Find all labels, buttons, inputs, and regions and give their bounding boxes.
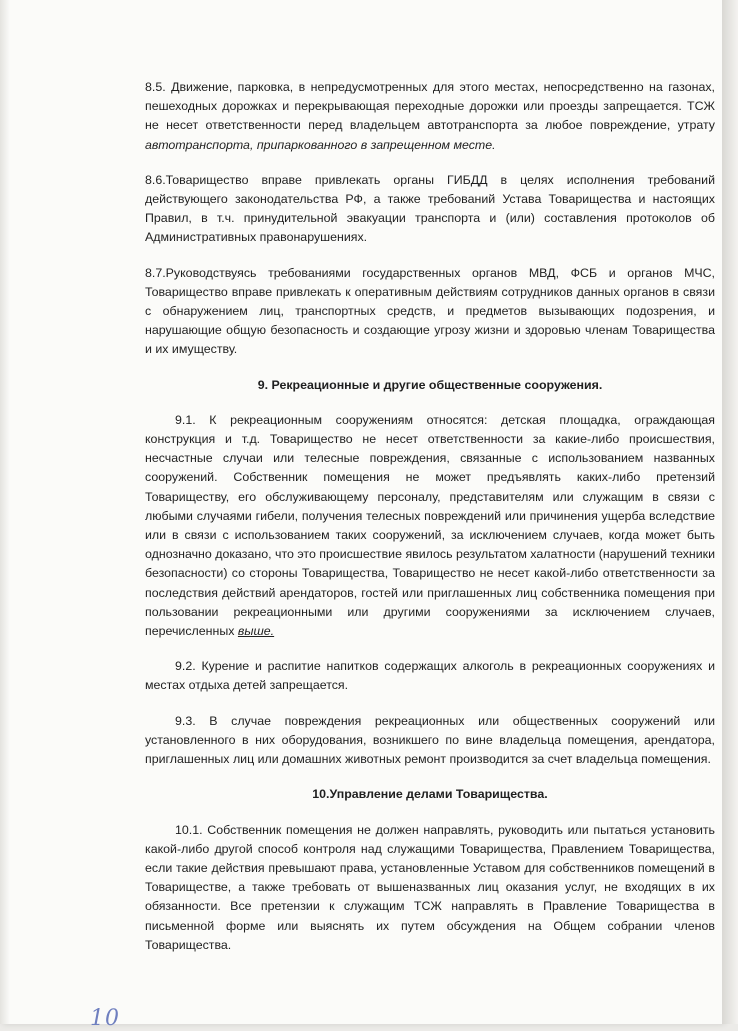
page-left-edge xyxy=(0,0,10,1024)
italic-phrase: автотранспорта, припаркованного в запрещенном месте. xyxy=(145,137,496,152)
scan-right-margin xyxy=(722,0,738,1024)
paragraph-8-7: 8.7.Руководствуясь требованиями государственных органов МВД, ФСБ и органов МЧС, Товарищество вправе привлекать к оперативным действиям сотрудников данных органов в связи с обнаружением лиц, транспортных средств, и предметов вызывающих подозрения, и нарушающие общую безопасность и создающие угрозу жизни и здоровью членам Товарищества и их имуществу. xyxy=(145,265,715,357)
paragraph-10-1: 10.1. Собственник помещения не должен направлять, руководить или пытаться установить какой-либо другой способ контроля над служащими Товарищества, Правлением Товарищества, если такие действия превышают права, установленные Уставом для собственников помещений в Товариществе, а также требовать от вышеназванных лиц оказания услуг, не входящих в их обязанности. Все претензии к служащим ТСЖ направлять в Правление Товарищества в письменной форме или выяснять их путем обсуждения на Общем собрании членов Товарищества. xyxy=(145,822,715,952)
paragraph-9-3: 9.3. В случае повреждения рекреационных или общественных сооружений или установленного в них оборудования, возникшего по вине владельца помещения, арендатора, приглашенных лиц или домашних животных ремонт производится за счет владельца помещения. xyxy=(145,713,715,767)
section-9-title: 9. Рекреационные и другие общественные сооружения. xyxy=(257,377,603,392)
paragraph-9-1: 9.1. К рекреационным сооружениям относятся: детская площадка, ограждающая конструкция и т.д. Товарищество не несет ответственности за какие-либо происшествия, несчастные случаи или телесные повреждения, связанные с использованием названных сооружений. Собственник помещения не может предъявлять каких-либо претензий Товариществу, его обслуживающему персоналу, представителям или служащим в связи с любыми случаями гибели, получения телесных повреждений или причинения ущерба вследствие или в связи с использованием таких сооружений, за исключением случаев, когда может быть однозначно доказано, что это происшествие явилось результатом халатности (нарушений техники безопасности) со стороны Товарищества, Товарищество не несет какой-либо ответственности за последствия действий арендаторов, гостей или приглашенных лиц собственника помещения при пользовании рекреационными или другими сооружениями за исключением случаев, перечисленных выше. xyxy=(145,412,715,639)
section-10-title: 10.Управление делами Товарищества. xyxy=(312,787,548,802)
paragraph-8-5: 8.5. Движение, парковка, в непредусмотренных для этого местах, непосредственно на газонах, пешеходных дорожках и перекрывающая переходные дорожки или проезды запрещается. ТСЖ не несет ответственности перед владельцем автотранспорта за любое повреждение, утрату автотранспорта, припаркованного в запрещенном месте. xyxy=(145,80,715,152)
paragraph-9-2: 9.2. Курение и распитие напитков содержащих алкоголь в рекреационных сооружениях и местах отдыха детей запрещается. xyxy=(145,659,715,693)
paragraph-8-6: 8.6.Товарищество вправе привлекать органы ГИБДД в целях исполнения требований действующего законодательства РФ, а также требований Устава Товарищества и настоящих Правил, в т.ч. принудительной эвакуации транспорта и (или) составления протоколов об Административных правонарушениях. xyxy=(145,172,715,245)
underlined-word: выше. xyxy=(237,624,275,639)
handwritten-page-number: 10 xyxy=(90,1006,120,1031)
document-body xyxy=(145,78,715,971)
